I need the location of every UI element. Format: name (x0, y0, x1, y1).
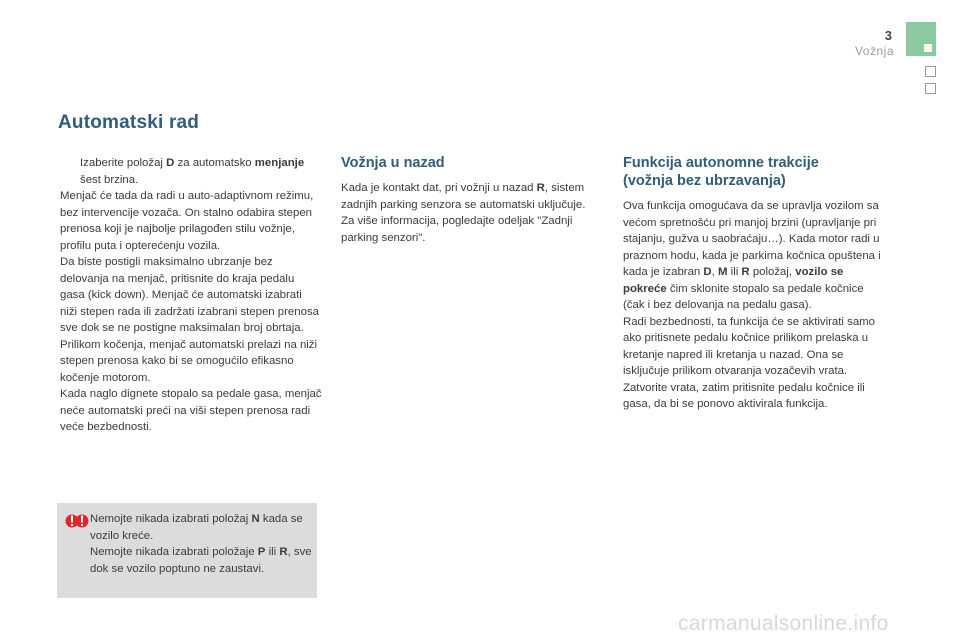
column-automatic-mode (60, 155, 322, 436)
gear-m: M (718, 266, 728, 278)
paragraph (623, 198, 887, 314)
column-autonomous-traction (623, 154, 887, 413)
section-title: Vožnja (854, 44, 894, 58)
chapter-tab-box (925, 66, 936, 77)
paragraph: Radi bezbednosti, ta funkcija će se aktivirati samo ako pritisnete pedalu kočnice prilikom prelaska u kretanje napred ili kretanja u nazad. Ona se isključuje prilikom otvaranja vozačevih vrata. (623, 315, 875, 377)
text: kada se vozilo kreće. (90, 513, 303, 542)
text: za automatsko (174, 157, 255, 169)
page-title: Automatski rad (58, 112, 200, 133)
warning-box (57, 503, 317, 598)
text: ili (265, 546, 280, 558)
gear-r: R (279, 546, 288, 558)
page-number: 3 (884, 28, 892, 43)
text: Ova funkcija omogućava da se upravlja vozilom sa većom spretnošću pri manjoj brzini (upravljanje pri stajanju, gužva u saobraćaju…). Kada motor radi u praznom hodu, kada je parkirna kočnica opuštena i kada je izabran (623, 200, 881, 278)
text: , sve dok se vozilo poptuno ne zaustavi. (90, 546, 312, 575)
section-heading: Vožnja u nazad (341, 155, 445, 171)
text: , (711, 266, 718, 278)
paragraph: Prilikom kočenja, menjač automatski prelazi na niži stepen prenosa kako bi se omogućilo efikasno kočenje motorom. (60, 338, 318, 384)
gear-n: N (251, 513, 260, 525)
text: ili (727, 266, 742, 278)
gear-p: P (257, 546, 266, 558)
paragraph: Menjač će tada da radi u auto-adaptivnom režimu, bez intervencije vozača. On stalno odabira stepen prenosa koji je najbolje prilagođen stilu vožnje, profilu puta i opterećenju vozila. (60, 190, 314, 252)
text: Kada je kontakt dat, pri vožnji u nazad (341, 182, 537, 194)
warning-icon (65, 509, 89, 533)
warning-line (90, 544, 312, 577)
text: Izaberite položaj (80, 157, 167, 169)
text: Nemojte nikada izabrati položaj (90, 513, 252, 525)
chapter-tab-active (906, 22, 936, 56)
chapter-tab-box (925, 83, 936, 94)
paragraph: Kada naglo dignete stopalo sa pedale gasa, menjač neće automatski preći na viši stepen prenosa radi veće bezbednosti. (60, 388, 322, 433)
paragraph: Za više informacija, pogledajte odeljak "Zadnji parking senzori". (341, 215, 573, 244)
gear-r: R (741, 266, 750, 278)
text: čim sklonite stopalo sa pedale kočnice (čak i bez delovanja na pedalu gasa). (623, 282, 864, 311)
warning-line (90, 511, 312, 544)
column-reverse (341, 154, 603, 246)
text: položaj, (749, 266, 796, 278)
watermark: carmanualsonline.info (678, 612, 889, 635)
text: šest brzina. (80, 173, 139, 186)
text: Nemojte nikada izabrati položaje (90, 546, 258, 558)
heading-line: Funkcija autonomne trakcije (623, 155, 819, 171)
gear-d: D (166, 157, 175, 169)
paragraph (341, 180, 603, 213)
tab-marker-icon (924, 44, 932, 52)
gear-d: D (703, 266, 712, 278)
paragraph: Da biste postigli maksimalno ubrzanje bez delovanja na menjač, pritisnite do kraja pedalu gasa (kick down). Menjač će automatski izabrati niži stepen rada ili zadržati izabrani stepen prenosa sve dok se ne postigne maksimalan broj obrtaja. (60, 256, 319, 334)
warning-text (90, 511, 312, 577)
bold-text: menjanje (254, 157, 305, 169)
section-heading (623, 154, 887, 190)
paragraph: Zatvorite vrata, zatim pritisnite pedalu kočnice ili gasa, da bi se ponovo aktivirala funkcija. (623, 381, 865, 410)
bold-text: vozilo se pokreće (623, 266, 844, 295)
heading-line: (vožnja bez ubrzavanja) (623, 173, 786, 189)
gear-r: R (536, 182, 545, 194)
text: , sistem zadnjih parking senzora se automatski uključuje. (341, 182, 586, 211)
instruction-bullet (60, 155, 322, 188)
